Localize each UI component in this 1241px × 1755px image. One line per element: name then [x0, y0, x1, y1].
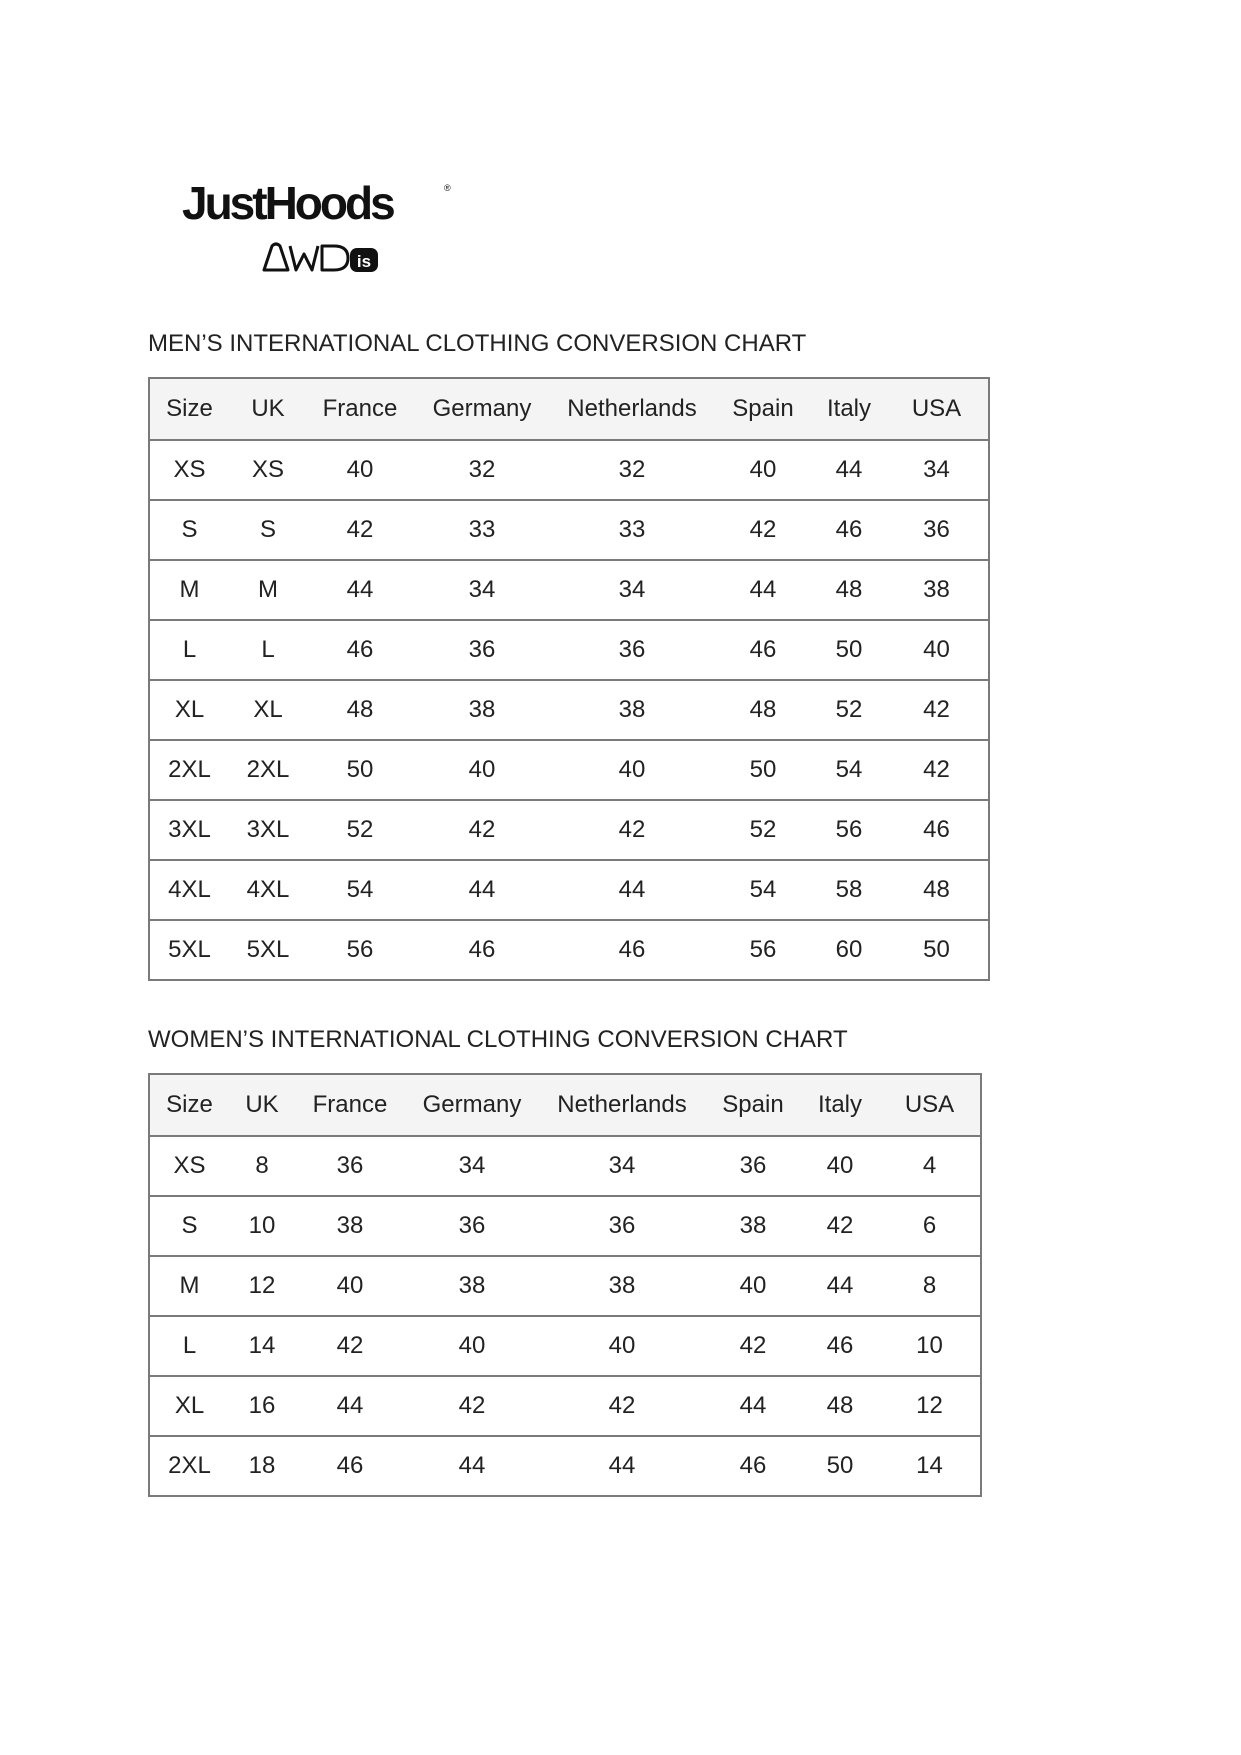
table-cell: 12 [879, 1376, 981, 1436]
table-cell: 38 [885, 560, 989, 620]
table-row [149, 680, 989, 740]
table-cell: 44 [307, 560, 413, 620]
table-cell: 36 [551, 620, 713, 680]
table-cell: 8 [879, 1256, 981, 1316]
table-cell: 54 [307, 860, 413, 920]
table-row [149, 1136, 981, 1196]
mens-header-row [149, 378, 989, 440]
column-header: France [295, 1074, 405, 1136]
table-cell: 42 [405, 1376, 539, 1436]
table-row [149, 860, 989, 920]
table-cell: 56 [307, 920, 413, 980]
womens-table-body [149, 1136, 981, 1496]
table-cell: 44 [801, 1256, 879, 1316]
table-cell: 32 [551, 440, 713, 500]
column-header: Spain [713, 378, 813, 440]
table-cell: 52 [813, 680, 885, 740]
table-cell: L [149, 620, 229, 680]
table-row [149, 1316, 981, 1376]
table-row [149, 740, 989, 800]
table-cell: XL [229, 680, 307, 740]
table-cell: 50 [307, 740, 413, 800]
table-cell: 2XL [229, 740, 307, 800]
table-cell: 36 [405, 1196, 539, 1256]
just-hoods-logo [182, 177, 482, 290]
table-cell: 44 [713, 560, 813, 620]
table-cell: 38 [539, 1256, 705, 1316]
logo-brand-text: JustHoods [182, 177, 393, 229]
table-cell: XS [149, 440, 229, 500]
table-cell: 42 [413, 800, 551, 860]
table-cell: 44 [295, 1376, 405, 1436]
table-cell: 40 [405, 1316, 539, 1376]
column-header: France [307, 378, 413, 440]
table-cell: 56 [713, 920, 813, 980]
logo-sub-brand-text: is [356, 252, 372, 271]
table-cell: 44 [405, 1436, 539, 1496]
table-row [149, 800, 989, 860]
table-cell: 44 [413, 860, 551, 920]
logo-registered-mark: ® [444, 183, 451, 193]
table-cell: 5XL [229, 920, 307, 980]
table-cell: 56 [813, 800, 885, 860]
table-cell: 38 [413, 680, 551, 740]
table-row [149, 500, 989, 560]
table-cell: 58 [813, 860, 885, 920]
womens-header-row [149, 1074, 981, 1136]
table-cell: 40 [801, 1136, 879, 1196]
table-cell: 12 [229, 1256, 295, 1316]
table-cell: 52 [713, 800, 813, 860]
table-cell: 50 [801, 1436, 879, 1496]
table-cell: 36 [705, 1136, 801, 1196]
column-header: Italy [813, 378, 885, 440]
table-cell: 10 [229, 1196, 295, 1256]
table-cell: S [149, 1196, 229, 1256]
column-header: Italy [801, 1074, 879, 1136]
table-cell: 44 [705, 1376, 801, 1436]
table-cell: 54 [813, 740, 885, 800]
table-cell: 4XL [149, 860, 229, 920]
table-cell: 54 [713, 860, 813, 920]
mens-conversion-table [148, 377, 990, 981]
table-cell: 40 [705, 1256, 801, 1316]
table-cell: 3XL [229, 800, 307, 860]
column-header: Netherlands [551, 378, 713, 440]
table-cell: 46 [307, 620, 413, 680]
table-cell: XS [229, 440, 307, 500]
table-cell: 34 [539, 1136, 705, 1196]
table-row [149, 1256, 981, 1316]
table-cell: 52 [307, 800, 413, 860]
table-cell: 42 [713, 500, 813, 560]
column-header: Germany [405, 1074, 539, 1136]
table-cell: 40 [885, 620, 989, 680]
table-cell: 40 [295, 1256, 405, 1316]
table-cell: 2XL [149, 1436, 229, 1496]
table-cell: 32 [413, 440, 551, 500]
table-cell: M [149, 1256, 229, 1316]
column-header: Spain [705, 1074, 801, 1136]
table-row [149, 1196, 981, 1256]
awdis-logo-icon [260, 240, 382, 276]
table-cell: 46 [551, 920, 713, 980]
table-cell: 50 [885, 920, 989, 980]
table-cell: 44 [539, 1436, 705, 1496]
table-cell: L [229, 620, 307, 680]
table-cell: 48 [801, 1376, 879, 1436]
table-cell: 33 [413, 500, 551, 560]
table-cell: XS [149, 1136, 229, 1196]
table-cell: 44 [551, 860, 713, 920]
table-cell: 38 [551, 680, 713, 740]
table-cell: 38 [295, 1196, 405, 1256]
table-cell: 46 [713, 620, 813, 680]
table-cell: 8 [229, 1136, 295, 1196]
table-cell: 48 [813, 560, 885, 620]
table-row [149, 920, 989, 980]
table-cell: 14 [229, 1316, 295, 1376]
table-cell: XL [149, 1376, 229, 1436]
table-cell: 50 [713, 740, 813, 800]
table-cell: M [229, 560, 307, 620]
table-cell: 36 [539, 1196, 705, 1256]
table-cell: 40 [713, 440, 813, 500]
column-header: USA [879, 1074, 981, 1136]
table-cell: 36 [885, 500, 989, 560]
column-header: Size [149, 1074, 229, 1136]
table-cell: L [149, 1316, 229, 1376]
table-cell: 46 [801, 1316, 879, 1376]
column-header: UK [229, 1074, 295, 1136]
table-row [149, 1436, 981, 1496]
table-cell: 36 [413, 620, 551, 680]
table-row [149, 440, 989, 500]
column-header: USA [885, 378, 989, 440]
column-header: Size [149, 378, 229, 440]
mens-chart-title: MEN’S INTERNATIONAL CLOTHING CONVERSION CHART [148, 330, 807, 357]
table-cell: 42 [539, 1376, 705, 1436]
table-cell: 6 [879, 1196, 981, 1256]
table-cell: 42 [885, 680, 989, 740]
table-cell: 2XL [149, 740, 229, 800]
womens-chart-title: WOMEN’S INTERNATIONAL CLOTHING CONVERSION CHART [148, 1026, 848, 1053]
table-cell: 48 [885, 860, 989, 920]
table-cell: 16 [229, 1376, 295, 1436]
table-cell: 46 [705, 1436, 801, 1496]
womens-conversion-table [148, 1073, 982, 1497]
table-row [149, 560, 989, 620]
column-header: Netherlands [539, 1074, 705, 1136]
table-cell: 5XL [149, 920, 229, 980]
table-cell: 42 [307, 500, 413, 560]
table-cell: XL [149, 680, 229, 740]
column-header: UK [229, 378, 307, 440]
table-cell: 34 [885, 440, 989, 500]
table-cell: 18 [229, 1436, 295, 1496]
table-cell: 34 [551, 560, 713, 620]
table-cell: S [149, 500, 229, 560]
table-cell: 42 [801, 1196, 879, 1256]
table-cell: 42 [295, 1316, 405, 1376]
table-cell: 46 [295, 1436, 405, 1496]
table-cell: 50 [813, 620, 885, 680]
table-cell: 3XL [149, 800, 229, 860]
table-cell: 60 [813, 920, 885, 980]
table-cell: 40 [307, 440, 413, 500]
table-row [149, 620, 989, 680]
table-cell: 40 [413, 740, 551, 800]
table-cell: 46 [813, 500, 885, 560]
table-cell: 33 [551, 500, 713, 560]
table-cell: 38 [705, 1196, 801, 1256]
table-cell: 40 [551, 740, 713, 800]
table-cell: 42 [551, 800, 713, 860]
table-cell: 14 [879, 1436, 981, 1496]
column-header: Germany [413, 378, 551, 440]
table-cell: 42 [705, 1316, 801, 1376]
table-cell: 34 [413, 560, 551, 620]
table-row [149, 1376, 981, 1436]
table-cell: 4XL [229, 860, 307, 920]
table-cell: 44 [813, 440, 885, 500]
mens-table-body [149, 440, 989, 980]
table-cell: 34 [405, 1136, 539, 1196]
table-cell: 38 [405, 1256, 539, 1316]
table-cell: 46 [885, 800, 989, 860]
table-cell: 10 [879, 1316, 981, 1376]
table-cell: S [229, 500, 307, 560]
table-cell: 46 [413, 920, 551, 980]
table-cell: 42 [885, 740, 989, 800]
table-cell: M [149, 560, 229, 620]
table-cell: 4 [879, 1136, 981, 1196]
table-cell: 40 [539, 1316, 705, 1376]
table-cell: 48 [307, 680, 413, 740]
table-cell: 48 [713, 680, 813, 740]
table-cell: 36 [295, 1136, 405, 1196]
